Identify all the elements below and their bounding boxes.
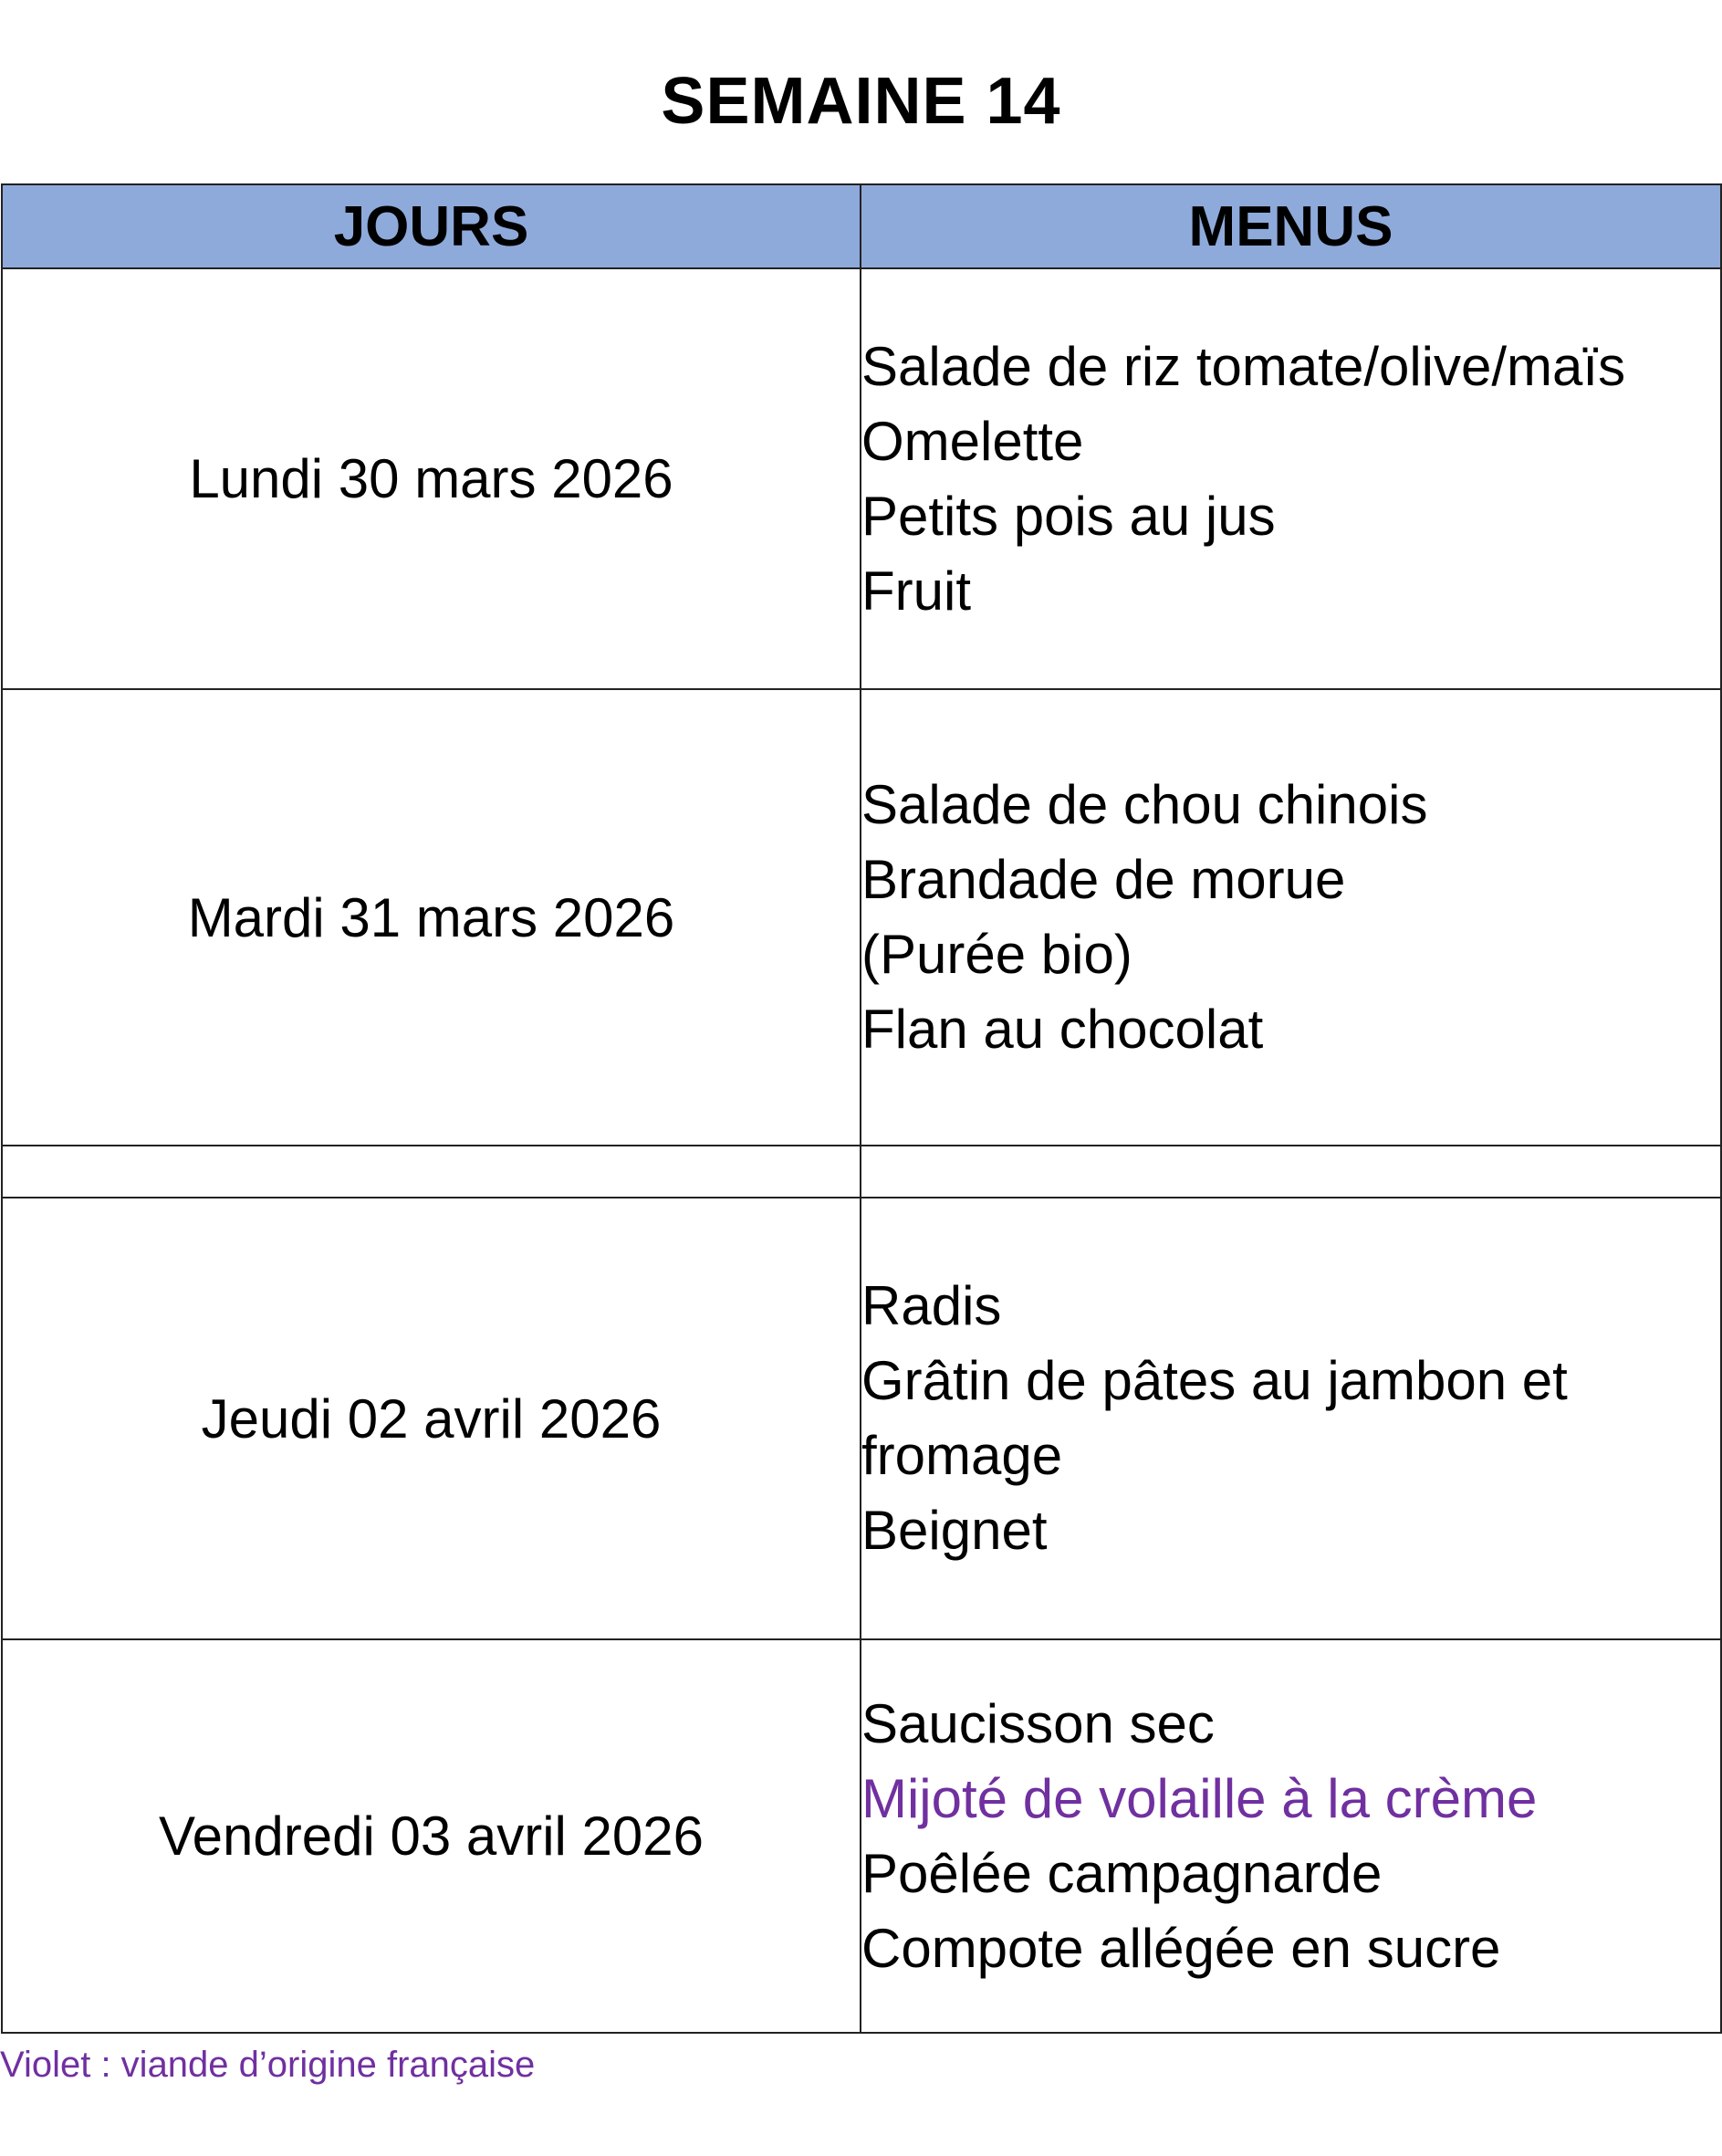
dish-item: Salade de riz tomate/olive/maïs (861, 335, 1626, 397)
menu-cell (861, 689, 1721, 1146)
menu-table (1, 183, 1722, 2034)
table-row (2, 1639, 1721, 2033)
page-title: SEMAINE 14 (661, 65, 1061, 138)
color-legend-note: Violet : viande d’origine française (0, 2045, 536, 2085)
table-row (2, 1198, 1721, 1639)
day-cell: Mardi 31 mars 2026 (2, 689, 861, 1146)
menu-cell (861, 268, 1721, 689)
dish-item: Flan au chocolat (861, 999, 1264, 1060)
dish-item: Salade de chou chinois (861, 774, 1428, 835)
table-row (2, 268, 1721, 689)
dish-item: Brandade de morue (861, 849, 1346, 910)
day-cell: Vendredi 03 avril 2026 (2, 1639, 861, 2033)
dish-item: Beignet (861, 1500, 1048, 1561)
menu-cell (861, 1639, 1721, 2033)
day-cell: Lundi 30 mars 2026 (2, 268, 861, 689)
dish-item: Grâtin de pâtes au jambon et fromage (861, 1350, 1568, 1486)
dish-item: Petits pois au jus (861, 485, 1276, 547)
dish-item: Omelette (861, 410, 1084, 472)
dish-item: Compote allégée en sucre (861, 1917, 1501, 1979)
table-row-empty (2, 1146, 1721, 1198)
menu-cell-empty (861, 1146, 1721, 1198)
header-menus: MENUS (861, 184, 1721, 268)
table-header-row (2, 184, 1721, 268)
dish-item: (Purée bio) (861, 924, 1132, 985)
dish-item: Saucisson sec (861, 1692, 1215, 1754)
dish-item: Poêlée campagnarde (861, 1842, 1383, 1904)
dish-item-french-meat: Mijoté de volaille à la crème (861, 1767, 1538, 1829)
header-days: JOURS (2, 184, 861, 268)
day-cell: Jeudi 02 avril 2026 (2, 1198, 861, 1639)
day-cell-empty (2, 1146, 861, 1198)
menu-cell (861, 1198, 1721, 1639)
dish-item: Radis (861, 1275, 1002, 1336)
table-row (2, 689, 1721, 1146)
dish-item: Fruit (861, 560, 971, 622)
